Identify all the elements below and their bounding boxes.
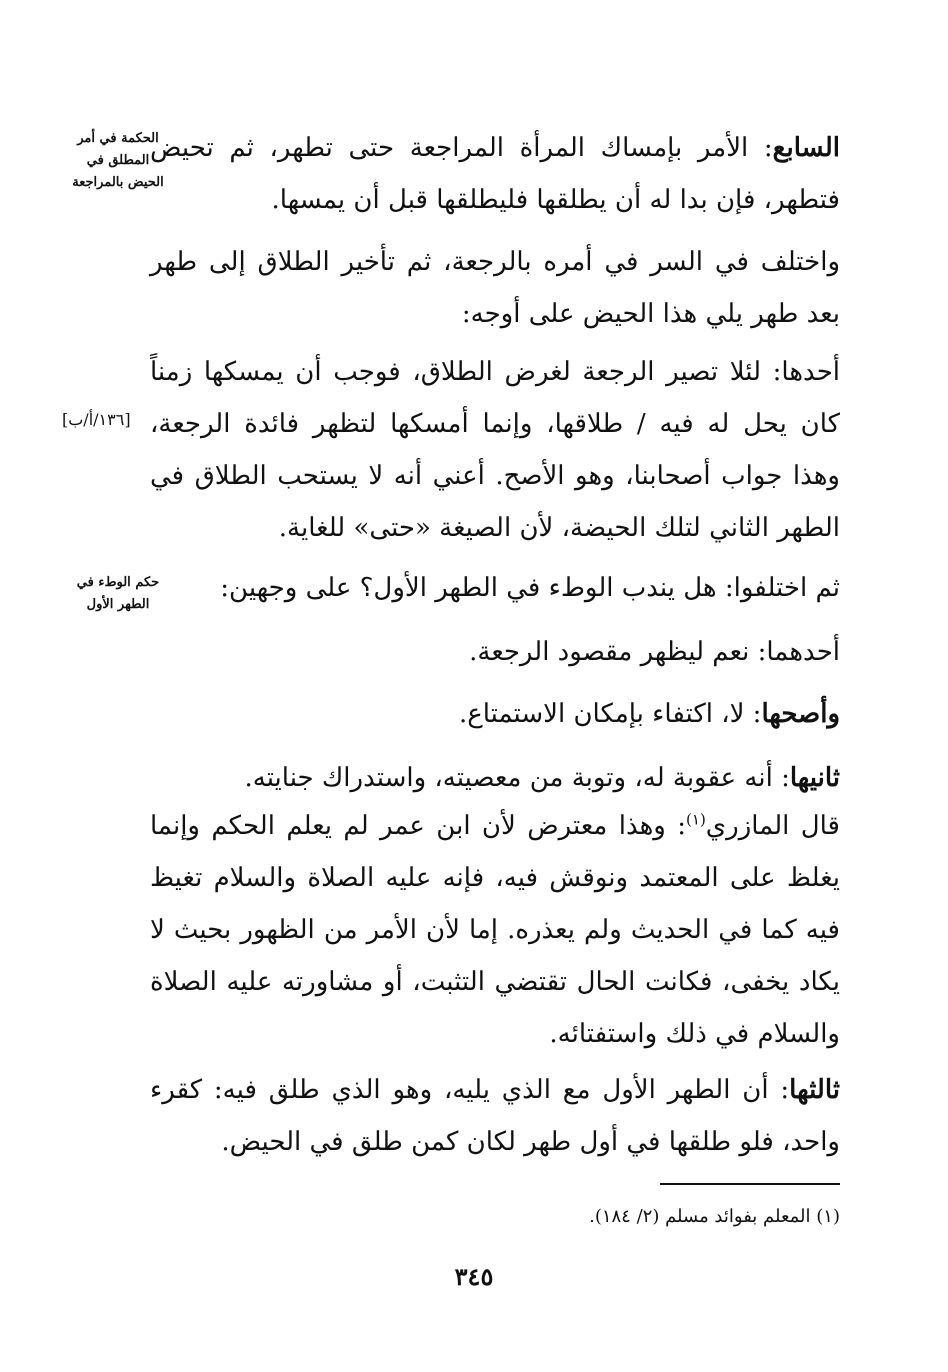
paragraph-text: : وهذا معترض لأن ابن عمر لم يعلم الحكم وإنما يغلظ على المعتمد ونوقش فيه، فإنه عليه الصلاة والسلام تغيظ فيه كما في الحديث ولم يعذره. إما لأن الأمر من الظهور بحيث لا يكاد يخفى، فكانت الحال تقتضي التثبت، أو مشاورته عليه الصلاة والسلام في ذلك واستفتائه.	[150, 811, 840, 1049]
paragraph-text: : الأمر بإمساك المرأة المراجعة حتى تطهر، ثم تحيض فتطهر، فإن بدا له أن يطلقها فليطلقها قبل أن يمسها.	[150, 133, 840, 215]
paragraph-first-view: أحدها: لئلا تصير الرجعة لغرض الطلاق، فوجب أن يمسكها زمناً كان يحل له فيه / طلاقها، وإنما أمسكها لتظهر فائدة الرجعة، وهذا جواب أصحابنا، وهو الأصح. أعني أنه لا يستحب الطلاق في الطهر الثاني لتلك الحيضة، لأن الصيغة «حتى» للغاية.	[150, 357, 840, 543]
paragraph-lead: ثانيها	[789, 763, 840, 793]
folio-reference: [١٣٦/أ/ب]	[62, 410, 131, 429]
footnote-marker: (١)	[686, 810, 706, 829]
paragraph-lead: ثالثها	[789, 1075, 840, 1105]
paragraph-seventh	[150, 122, 840, 226]
paragraph-third-view	[150, 1064, 840, 1168]
paragraph-then-disagreed: ثم اختلفوا: هل يندب الوطء في الطهر الأول؟ على وجهين:	[220, 573, 840, 603]
footnote-divider	[660, 1183, 840, 1185]
margin-note-wisdom: الحكمة في أمر المطلق في الحيض بالمراجعة	[72, 131, 164, 190]
paragraph-lead: وأصحها	[761, 699, 840, 729]
page-number: ٣٤٥	[454, 1262, 494, 1291]
footnote: (١) المعلم بفوائد مسلم (٢/ ١٨٤).	[589, 1206, 840, 1227]
paragraph-second-view	[150, 752, 840, 804]
paragraph-text: قال المازري	[705, 811, 840, 841]
paragraph-mazari	[150, 800, 840, 1060]
paragraph-disagreement: واختلف في السر في أمره بالرجعة، ثم تأخير الطلاق إلى طهر بعد طهر يلي هذا الحيض على أوجه:	[150, 247, 840, 329]
paragraph-first-answer: أحدهما: نعم ليظهر مقصود الرجعة.	[469, 637, 840, 667]
margin-note-intercourse: حكم الوطء في الطهر الأول	[76, 575, 160, 612]
paragraph-lead: السابع	[772, 133, 840, 163]
paragraph-text: : أن الطهر الأول مع الذي يليه، وهو الذي طلق فيه: كقرء واحد، فلو طلقها في أول طهر لكان كمن طلق في الحيض.	[150, 1075, 840, 1157]
paragraph-text: : أنه عقوبة له، وتوبة من معصيته، واستدراك جنايته.	[244, 763, 790, 793]
paragraph-sounder-answer	[150, 688, 840, 740]
paragraph-text: : لا، اكتفاء بإمكان الاستمتاع.	[458, 699, 762, 729]
